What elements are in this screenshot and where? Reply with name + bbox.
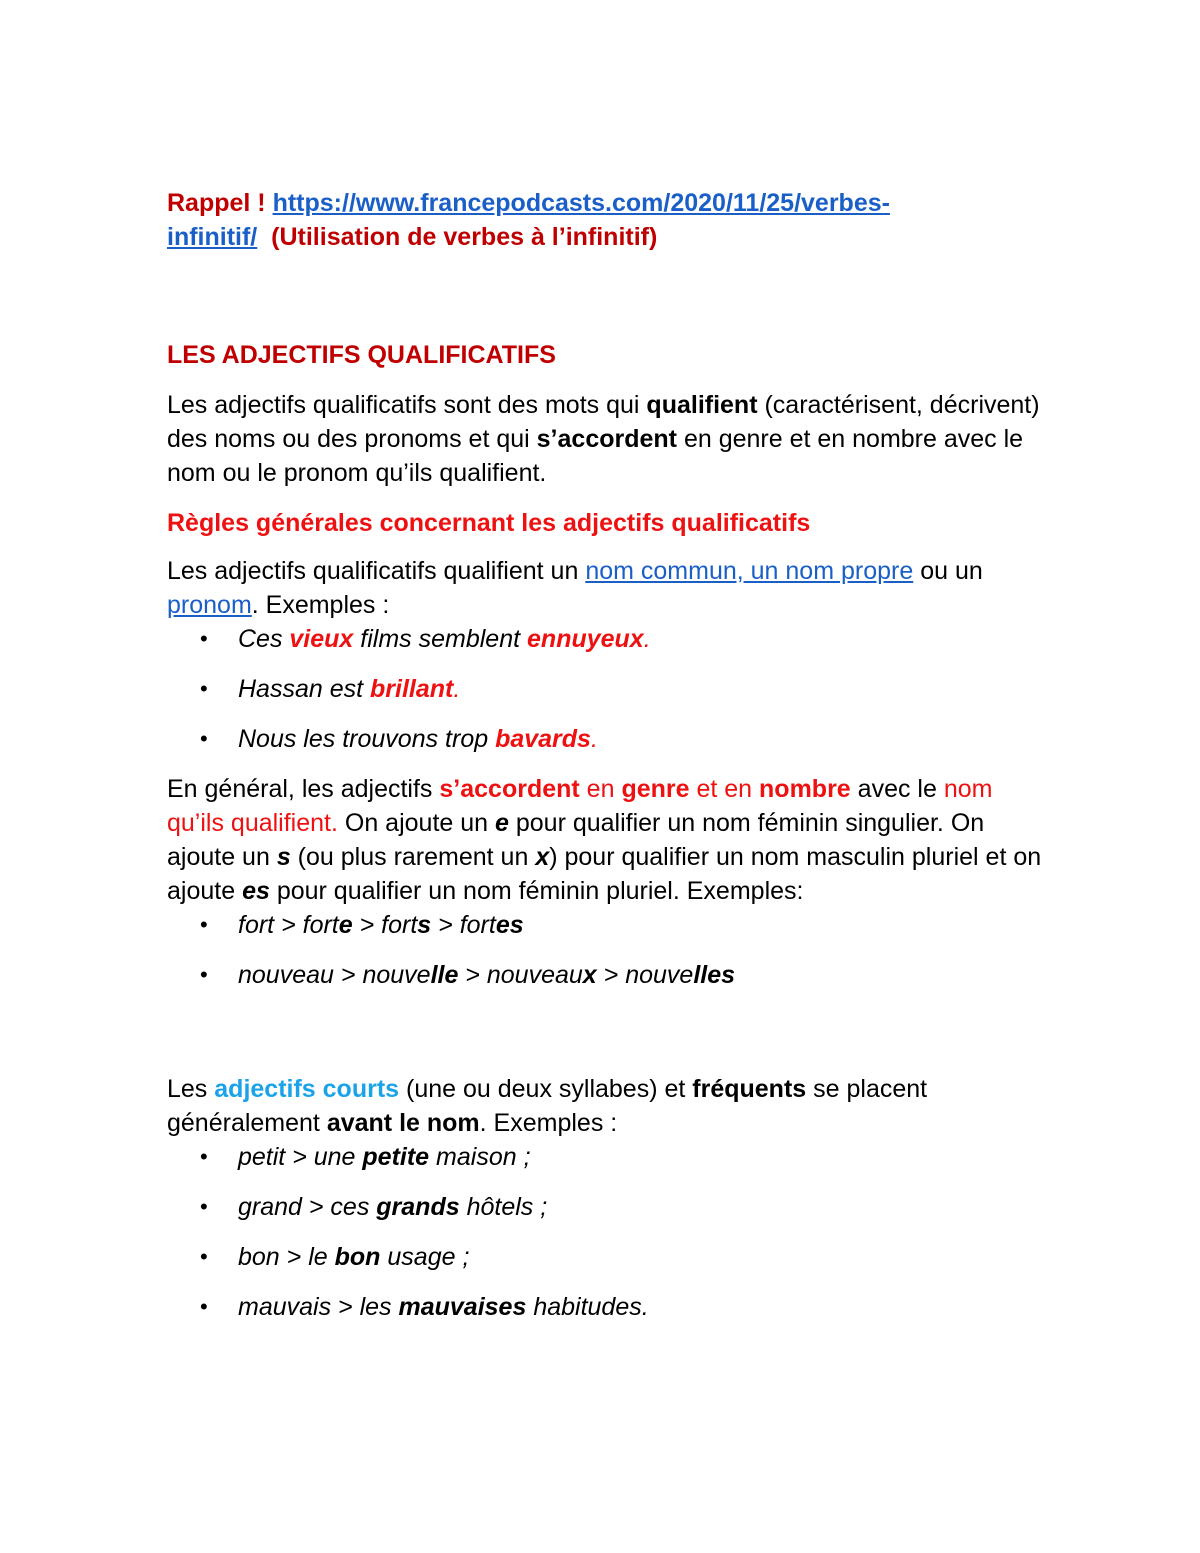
bullet-icon: • — [200, 626, 208, 651]
form-separator: > — [431, 911, 460, 939]
section-heading: Règles générales concernant les adjectifs qualificatifs — [167, 509, 811, 537]
suffix-es: es — [242, 877, 270, 905]
placement-bold: avant le nom — [326, 1109, 480, 1137]
form-ending: lles — [693, 961, 736, 989]
form-text: fort — [238, 911, 275, 939]
example-adjective: mauvaises — [398, 1293, 527, 1321]
intro-text-2: (caractérisent, décrivent) des noms ou des pronoms et qui — [167, 391, 1040, 453]
form-text: fort — [302, 911, 339, 939]
bullet-icon: • — [200, 726, 208, 751]
example-adjective: ennuyeux — [527, 625, 644, 653]
placement-paragraph — [167, 1072, 1047, 1140]
example-text: petit > une — [238, 1143, 363, 1171]
bullet-icon: • — [200, 962, 208, 987]
agreement-text: pour qualifier un nom féminin pluriel. Exemples: — [269, 877, 804, 905]
form-text: nouve — [625, 961, 694, 989]
bullet-icon: • — [200, 1194, 208, 1219]
example-text: usage ; — [380, 1243, 470, 1271]
agreement-highlight: nom qu’ils qualifient. — [167, 775, 993, 837]
example-text: Nous les trouvons trop — [238, 725, 496, 753]
intro-bold-1: qualifient — [646, 391, 758, 419]
bullet-icon: • — [200, 1294, 208, 1319]
form-ending: e — [338, 911, 353, 939]
agreement-highlight: et en — [689, 775, 760, 803]
noun-link[interactable]: nom commun, un nom propre — [585, 557, 914, 585]
form-separator: > — [333, 961, 363, 989]
example-adjective: bavards — [495, 725, 591, 753]
intro-paragraph — [167, 388, 1047, 490]
example-text: films semblent — [353, 625, 528, 653]
form-ending: s — [417, 911, 432, 939]
form-separator: > — [596, 961, 626, 989]
list-item — [167, 1190, 1047, 1240]
rules-text-3: . Exemples : — [251, 591, 390, 619]
example-text: habitudes. — [526, 1293, 649, 1321]
example-text: maison ; — [429, 1143, 531, 1171]
intro-text-3: en genre et en nombre avec le nom ou le pronom qu’ils qualifient. — [167, 425, 1024, 487]
form-ending: lle — [430, 961, 459, 989]
form-text: nouveau — [238, 961, 334, 989]
placement-text: (une ou deux syllabes) et — [399, 1075, 693, 1103]
form-ending: x — [582, 961, 597, 989]
suffix-s: s — [276, 843, 291, 871]
examples-list-1 — [167, 622, 1047, 772]
rappel-label: Rappel ! — [167, 189, 266, 217]
form-separator: > — [458, 961, 487, 989]
bullet-icon: • — [200, 1244, 208, 1269]
suffix-x: x — [535, 843, 550, 871]
agreement-paragraph — [167, 772, 1047, 908]
placement-text: Les — [167, 1075, 215, 1103]
example-adjective: petite — [362, 1143, 430, 1171]
rappel-line — [167, 186, 1047, 254]
example-text: hôtels ; — [459, 1193, 548, 1221]
bullet-icon: • — [200, 912, 208, 937]
agreement-text: pour qualifier un nom féminin singulier. On ajoute un — [167, 809, 985, 871]
list-item — [167, 1140, 1047, 1190]
placement-bold: fréquents — [692, 1075, 807, 1103]
example-text: grand > ces — [238, 1193, 377, 1221]
list-item — [167, 958, 1047, 1008]
form-ending: es — [495, 911, 524, 939]
document-page — [167, 186, 1047, 1340]
agreement-highlight: s’accordent — [439, 775, 580, 803]
rappel-note: (Utilisation de verbes à l’infinitif) — [271, 223, 658, 251]
list-item — [167, 1290, 1047, 1340]
link-url-part2[interactable]: infinitif/ — [167, 223, 258, 251]
rules-text-1: Les adjectifs qualificatifs qualifient un — [167, 557, 586, 585]
agreement-text: ) pour qualifier un nom masculin pluriel et on ajoute — [167, 843, 1042, 905]
pronoun-link[interactable]: pronom — [167, 591, 252, 619]
agreement-highlight: en — [579, 775, 622, 803]
agreement-highlight: genre — [621, 775, 690, 803]
rules-text-2: ou un — [913, 557, 983, 585]
intro-bold-2: s’accordent — [536, 425, 677, 453]
form-text: nouveau — [486, 961, 583, 989]
rules-paragraph — [167, 554, 1047, 622]
example-adjective: bon — [334, 1243, 381, 1271]
example-punct: . — [453, 675, 461, 703]
example-text: mauvais > les — [238, 1293, 399, 1321]
list-item — [167, 672, 1047, 722]
placement-text: . Exemples : — [479, 1109, 618, 1137]
example-adjective: brillant — [370, 675, 454, 703]
form-text: fort — [459, 911, 496, 939]
page-title: LES ADJECTIFS QUALIFICATIFS — [167, 341, 556, 369]
list-item — [167, 1240, 1047, 1290]
agreement-text: (ou plus rarement un — [290, 843, 536, 871]
placement-text: se placent généralement — [167, 1075, 928, 1137]
example-text: Ces — [238, 625, 290, 653]
example-punct: . — [643, 625, 651, 653]
example-punct: . — [590, 725, 598, 753]
list-item — [167, 622, 1047, 672]
form-text: fort — [381, 911, 418, 939]
agreement-text: En général, les adjectifs — [167, 775, 440, 803]
link-url-part1[interactable]: https://www.francepodcasts.com/2020/11/25/verbes- — [272, 189, 890, 217]
agreement-text: On ajoute un — [337, 809, 495, 837]
bullet-icon: • — [200, 1144, 208, 1169]
placement-highlight: adjectifs courts — [214, 1075, 400, 1103]
form-text: nouve — [362, 961, 431, 989]
examples-list-3 — [167, 1140, 1047, 1340]
example-text: bon > le — [238, 1243, 335, 1271]
agreement-highlight: nombre — [759, 775, 851, 803]
agreement-text: avec le — [850, 775, 944, 803]
example-adjective: vieux — [289, 625, 354, 653]
bullet-icon: • — [200, 676, 208, 701]
examples-list-2 — [167, 908, 1047, 1008]
example-text: Hassan est — [238, 675, 371, 703]
suffix-e: e — [495, 809, 509, 837]
list-item — [167, 908, 1047, 958]
list-item — [167, 722, 1047, 772]
intro-text-1: Les adjectifs qualificatifs sont des mots qui — [167, 391, 647, 419]
form-separator: > — [274, 911, 303, 939]
example-adjective: grands — [376, 1193, 460, 1221]
form-separator: > — [352, 911, 382, 939]
